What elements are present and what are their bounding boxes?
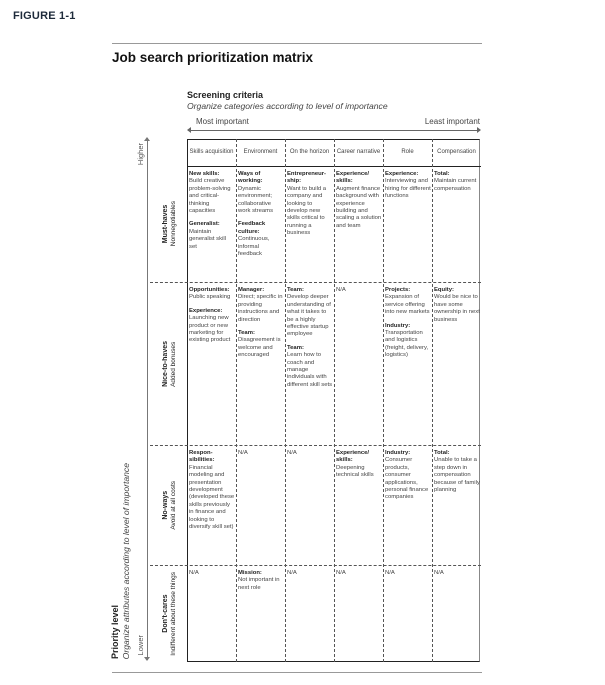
higher-label: Higher	[136, 143, 145, 166]
entry-heading: Experience/ skills:	[336, 450, 370, 464]
cell-entry	[434, 450, 480, 494]
entry-text: Disagreement is welcome and encouraged	[238, 337, 281, 359]
matrix-cell	[189, 570, 235, 583]
priority-subtitle: Organize attributes according to level of importance	[121, 462, 131, 659]
entry-text: Expansion of service offering into new markets	[385, 294, 430, 316]
entry-text: Direct; specific in providing instructions and direction	[238, 294, 283, 323]
entry-text: Public speaking	[189, 294, 231, 301]
matrix-cell	[385, 287, 431, 366]
matrix-cell	[434, 287, 480, 330]
cell-entry	[238, 450, 284, 457]
cell-entry	[385, 287, 431, 317]
cell-entry	[336, 450, 382, 480]
row-divider	[150, 565, 481, 566]
entry-text: N/A	[238, 450, 248, 456]
column-header: Environment	[243, 148, 278, 155]
screening-subtitle: Organize categories according to level of importance	[187, 101, 388, 111]
matrix-cell	[238, 450, 284, 463]
row-label	[158, 565, 182, 662]
entry-heading: Projects:	[385, 287, 411, 293]
entry-heading: Mission:	[238, 570, 262, 576]
entry-text: N/A	[336, 570, 346, 576]
entry-heading: Industry:	[385, 322, 411, 329]
column-divider	[285, 139, 286, 662]
entry-heading: Experience:	[189, 307, 223, 314]
entry-heading: Respon-sibilities:	[189, 450, 215, 464]
entry-heading: Equity:	[434, 287, 454, 293]
entry-heading: Experience/ skills:	[336, 171, 370, 185]
entry-text: Dynamic environment; collaborative work streams	[238, 185, 274, 215]
matrix-cell	[336, 171, 382, 236]
column-header: Skills acquisition	[189, 148, 234, 155]
matrix-cell	[238, 570, 284, 598]
cell-entry	[336, 287, 382, 294]
column-divider	[432, 139, 433, 662]
cell-entry	[189, 450, 235, 531]
matrix-cell	[189, 450, 235, 537]
entry-text: Consumer products, consumer applications, personal finance companies	[385, 457, 429, 501]
entry-heading: Total:	[434, 171, 450, 177]
cell-entry	[238, 221, 284, 258]
column-header: Compensation	[437, 148, 476, 155]
cell-entry	[434, 570, 480, 577]
entry-heading: Entrepreneur-ship:	[287, 171, 326, 185]
entry-text: Would be nice to have some ownership in next business	[434, 294, 480, 323]
matrix-cell	[336, 287, 382, 300]
entry-heading: Team:	[287, 287, 304, 293]
entry-heading: Industry:	[385, 450, 411, 456]
cell-entry	[287, 287, 333, 339]
cell-entry	[238, 330, 284, 360]
cell-entry	[189, 287, 235, 302]
entry-heading: Total:	[434, 450, 450, 456]
cell-entry	[287, 171, 333, 238]
cell-entry	[385, 323, 431, 360]
column-divider	[383, 139, 384, 662]
row-divider	[150, 445, 481, 446]
matrix-cell	[336, 450, 382, 486]
entry-text: N/A	[287, 450, 297, 456]
most-important-label: Most important	[196, 117, 249, 126]
row-label-title: No-ways	[162, 490, 169, 520]
lower-label: Lower	[136, 634, 145, 655]
entry-text: Continuous, informal feedback	[238, 236, 270, 258]
row-label-subtitle: Nonnegotiables	[170, 201, 177, 247]
screening-title: Screening criteria	[187, 90, 264, 100]
matrix-cell	[385, 450, 431, 508]
row-label-subtitle: Indifferent about these things	[170, 571, 177, 656]
matrix-cell	[336, 570, 382, 583]
matrix-cell	[189, 287, 235, 351]
figure-title: Job search prioritization matrix	[112, 50, 314, 65]
entry-text: N/A	[287, 570, 297, 576]
entry-text: N/A	[336, 287, 346, 293]
matrix-cell	[434, 570, 480, 583]
matrix-cell	[189, 171, 235, 257]
cell-entry	[189, 221, 235, 251]
entry-text: Interviewing and hiring for different functions	[385, 178, 431, 200]
row-label	[158, 445, 182, 565]
entry-heading: Experience:	[385, 171, 419, 177]
matrix-cell	[434, 171, 480, 199]
entry-text: Maintain current compensation	[434, 178, 477, 192]
cell-entry	[238, 171, 284, 215]
matrix-cell	[385, 171, 431, 207]
column-divider	[334, 139, 335, 662]
cell-entry	[238, 287, 284, 324]
row-label-title: Nice-to-haves	[162, 340, 169, 387]
figure-label: FIGURE 1-1	[13, 10, 76, 22]
matrix-cell	[287, 570, 333, 583]
priority-arrow	[147, 138, 148, 660]
cell-entry	[287, 345, 333, 389]
entry-heading: Team:	[287, 344, 304, 351]
row-label-title: Don't-cares	[162, 594, 169, 633]
entry-text: Build creative problem-solving and critical-thinking capacities	[189, 178, 231, 215]
least-important-label: Least important	[424, 117, 480, 126]
cell-entry	[336, 171, 382, 230]
matrix-cell	[287, 287, 333, 395]
entry-text: Want to build a company and looking to develop new skills critical to running a business	[287, 185, 327, 237]
row-divider	[150, 282, 481, 283]
row-label	[158, 166, 182, 282]
entry-text: Augment finance background with experience building and scaling a solution and team	[336, 185, 382, 229]
entry-text: Unable to take a step down in compensation because of family planning	[434, 457, 480, 494]
entry-text: Maintain generalist skill set	[189, 228, 226, 250]
entry-text: N/A	[434, 570, 444, 576]
matrix-cell	[385, 570, 431, 583]
cell-entry	[336, 570, 382, 577]
matrix-cell	[238, 287, 284, 366]
cell-entry	[189, 308, 235, 345]
top-rule	[112, 43, 482, 44]
entry-heading: Generalist:	[189, 221, 220, 228]
row-label	[158, 282, 182, 445]
column-header: Role	[401, 148, 414, 155]
entry-text: Develop deeper understanding of what it takes to be a highly effective startup employee	[287, 294, 331, 338]
entry-text: Learn how to coach and manage individuals with different skill sets	[287, 352, 333, 388]
row-label-subtitle: Added bonuses	[170, 340, 177, 387]
bottom-rule	[112, 672, 482, 673]
entry-text: N/A	[189, 570, 199, 576]
importance-arrow	[188, 130, 480, 131]
column-divider	[236, 139, 237, 662]
cell-entry	[434, 287, 480, 324]
cell-entry	[385, 171, 431, 201]
column-header: On the horizon	[289, 148, 330, 155]
entry-heading: Team:	[238, 330, 255, 337]
entry-text: N/A	[385, 570, 395, 576]
entry-heading: Feedback culture:	[238, 221, 266, 235]
matrix-cell	[238, 171, 284, 264]
cell-entry	[238, 570, 284, 592]
cell-entry	[434, 171, 480, 193]
entry-text: Not important in next role	[238, 577, 280, 591]
entry-text: Financial modeling and presentation development (developed these skills previously in finance and looking to diversify skill set)	[189, 464, 235, 531]
entry-heading: Manager:	[238, 287, 265, 293]
cell-entry	[287, 570, 333, 577]
entry-heading: Ways of working:	[238, 171, 263, 185]
cell-entry	[385, 570, 431, 577]
matrix-cell	[287, 171, 333, 244]
cell-entry	[189, 171, 235, 215]
priority-title: Priority level	[110, 604, 120, 659]
cell-entry	[287, 450, 333, 457]
column-header: Career narrative	[336, 148, 381, 155]
entry-heading: Opportunities:	[189, 287, 230, 293]
entry-heading: New skills:	[189, 171, 220, 177]
matrix-cell	[287, 450, 333, 463]
entry-text: Deepening technical skills	[336, 464, 374, 479]
matrix-cell	[434, 450, 480, 500]
cell-entry	[385, 450, 431, 502]
cell-entry	[189, 570, 235, 577]
row-label-title: Must-haves	[162, 204, 169, 244]
row-label-subtitle: Avoid at all costs	[170, 480, 177, 530]
entry-text: Launching new product or new marketing for existing product	[189, 315, 231, 344]
entry-text: Transportation and logistics (freight, delivery, logistics)	[385, 330, 429, 359]
